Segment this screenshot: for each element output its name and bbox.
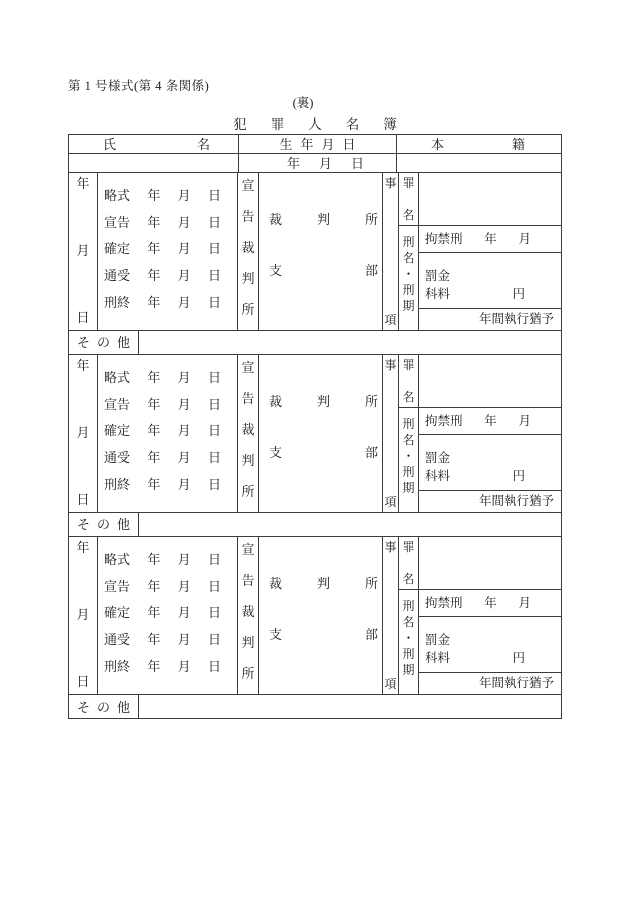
vertical-label-char: 罪	[402, 540, 415, 554]
year-label: 年	[147, 241, 161, 257]
date-row-label: 通受	[104, 632, 131, 648]
crime-name-entry-cell	[419, 173, 561, 225]
vertical-label-char: 事	[384, 176, 397, 190]
branch-line	[259, 264, 382, 277]
crime-name-row	[399, 355, 561, 408]
day-label: 日	[207, 369, 221, 385]
vertical-label-char: ・	[402, 631, 415, 645]
date-row-notice-received	[98, 262, 237, 289]
name-header-char: 氏	[103, 136, 117, 152]
month-label: 月	[177, 605, 191, 621]
imprisonment-label: 拘禁刑	[425, 413, 463, 428]
fine-cell	[419, 253, 561, 309]
branch-line	[259, 628, 382, 641]
day-label: 日	[76, 492, 90, 507]
date-row-label: 宣告	[104, 578, 131, 594]
court-line	[259, 395, 382, 408]
date-row-summary	[98, 182, 237, 209]
vertical-label-char: 名	[402, 251, 415, 265]
judgment-dates-cell	[98, 173, 238, 330]
day-label: 日	[207, 295, 221, 311]
suspension-cell	[419, 673, 561, 694]
vertical-label-char: 告	[241, 209, 255, 224]
month-label: 月	[518, 413, 531, 428]
court-line	[259, 213, 382, 226]
year-label: 年	[147, 632, 161, 648]
vertical-label-char: 名	[402, 208, 415, 222]
register-table	[68, 134, 562, 719]
suspension-label: 年間執行猶予	[478, 312, 554, 327]
petty-fine-label: 科料	[425, 650, 451, 665]
day-label: 日	[76, 674, 90, 689]
crime-name-row	[399, 173, 561, 226]
date-row-pronouncement	[98, 391, 237, 418]
date-ymd-column	[69, 173, 98, 330]
date-row-label: 刑終	[104, 659, 131, 675]
penalty-label-column	[399, 408, 419, 512]
imprisonment-label: 拘禁刑	[425, 595, 463, 610]
branch-line	[259, 446, 382, 459]
domicile-header-cell	[397, 135, 561, 153]
vertical-label-char: 罪	[402, 176, 415, 190]
date-row-finalized	[98, 418, 237, 445]
vertical-label-char: ・	[402, 267, 415, 281]
matters-label-column	[383, 355, 399, 512]
suspension-cell	[419, 491, 561, 512]
vertical-label-char: 所	[241, 484, 255, 499]
other-label: その他	[76, 335, 137, 350]
date-row-label: 確定	[104, 605, 131, 621]
vertical-label-char: 裁	[241, 422, 255, 437]
date-row-label: 略式	[104, 187, 131, 203]
court-char: 裁	[269, 212, 283, 227]
pronouncing-court-label-column	[238, 173, 259, 330]
date-row-label: 通受	[104, 450, 131, 466]
vertical-label-char: 宣	[241, 542, 255, 557]
month-label: 月	[76, 243, 90, 258]
vertical-label-char: ・	[402, 449, 415, 463]
branch-char: 部	[364, 627, 378, 642]
fine-cell	[419, 617, 561, 673]
vertical-label-char: 刑	[402, 235, 415, 249]
vertical-label-char: 名	[402, 572, 415, 586]
date-row-sentence-end	[98, 653, 237, 680]
date-row-label: 宣告	[104, 396, 131, 412]
date-row-label: 刑終	[104, 477, 131, 493]
date-row-label: 刑終	[104, 295, 131, 311]
year-label: 年	[147, 578, 161, 594]
fine-label: 罰金	[425, 269, 451, 283]
year-label: 年	[147, 551, 161, 567]
year-label: 年	[484, 231, 497, 246]
other-label-cell	[69, 695, 139, 719]
suspension-label: 年間執行猶予	[478, 676, 554, 691]
court-char: 裁	[269, 576, 283, 591]
vertical-label-char: 告	[241, 391, 255, 406]
date-ymd-column	[69, 537, 98, 694]
year-label: 年	[147, 187, 161, 203]
vertical-label-char: 罪	[402, 358, 415, 372]
month-label: 月	[177, 295, 191, 311]
month-label: 月	[177, 632, 191, 648]
date-row-finalized	[98, 236, 237, 263]
court-char: 判	[316, 394, 330, 409]
petty-fine-label: 科料	[425, 468, 451, 483]
month-label: 月	[177, 578, 191, 594]
year-label: 年	[287, 155, 301, 171]
date-row-finalized	[98, 600, 237, 627]
court-char: 所	[364, 576, 378, 591]
yen-label: 円	[512, 468, 525, 483]
year-label: 年	[147, 477, 161, 493]
name-entry-cell	[69, 154, 239, 172]
vertical-label-char: 判	[241, 271, 255, 286]
date-row-label: 通受	[104, 268, 131, 284]
date-row-label: 宣告	[104, 214, 131, 230]
record-block-main	[69, 537, 561, 695]
year-label: 年	[147, 214, 161, 230]
year-label: 年	[76, 176, 90, 191]
vertical-label-char: 所	[241, 666, 255, 681]
other-label-cell	[69, 331, 139, 354]
crime-name-label-column	[399, 173, 419, 225]
vertical-label-char: 裁	[241, 240, 255, 255]
branch-char: 支	[269, 263, 283, 278]
fine-label: 罰金	[425, 451, 451, 465]
other-entry-cell	[139, 513, 561, 536]
month-label: 月	[76, 425, 90, 440]
birth-date-entry-cell	[239, 154, 397, 172]
year-label: 年	[147, 450, 161, 466]
other-entry-cell	[139, 331, 561, 354]
record-block-main	[69, 173, 561, 331]
vertical-label-char: 宣	[241, 360, 255, 375]
year-label: 年	[147, 659, 161, 675]
branch-char: 支	[269, 445, 283, 460]
domicile-header-char: 籍	[511, 136, 525, 152]
court-name-cell	[259, 537, 383, 694]
crime-name-entry-cell	[419, 537, 561, 589]
day-label: 日	[207, 659, 221, 675]
vertical-label-char: 期	[402, 663, 415, 677]
day-label: 日	[207, 477, 221, 493]
penalty-label-column	[399, 226, 419, 330]
year-label: 年	[147, 268, 161, 284]
day-label: 日	[207, 187, 221, 203]
domicile-entry-cell	[397, 154, 561, 172]
penalty-cells	[419, 408, 561, 512]
date-row-sentence-end	[98, 471, 237, 498]
vertical-label-char: 刑	[402, 283, 415, 297]
birth-date-header-cell: 生年月日	[239, 135, 397, 153]
other-label: その他	[76, 699, 137, 715]
pronouncing-court-label-column	[238, 537, 259, 694]
other-entry-cell	[139, 695, 561, 719]
crime-penalty-section	[399, 537, 561, 694]
crime-name-row	[399, 537, 561, 590]
month-label: 月	[177, 214, 191, 230]
vertical-label-char: 宣	[241, 178, 255, 193]
matters-label-column	[383, 173, 399, 330]
vertical-label-char: 名	[402, 433, 415, 447]
vertical-label-char: 所	[241, 302, 255, 317]
year-label: 年	[147, 423, 161, 439]
vertical-label-char: 項	[384, 495, 397, 509]
penalty-cells	[419, 590, 561, 694]
month-label: 月	[177, 369, 191, 385]
vertical-label-char: 刑	[402, 465, 415, 479]
month-label: 月	[177, 450, 191, 466]
day-label: 日	[207, 632, 221, 648]
branch-char: 支	[269, 627, 283, 642]
other-label-cell	[69, 513, 139, 536]
court-char: 判	[316, 212, 330, 227]
petty-fine-line	[425, 650, 525, 668]
fine-cell	[419, 435, 561, 491]
judgment-dates-cell	[98, 537, 238, 694]
day-label: 日	[207, 578, 221, 594]
petty-fine-line	[425, 468, 525, 486]
day-label: 日	[207, 268, 221, 284]
petty-fine-label: 科料	[425, 286, 451, 301]
month-label: 月	[76, 607, 90, 622]
court-line	[259, 577, 382, 590]
pronouncing-court-label-column	[238, 355, 259, 512]
vertical-label-char: 期	[402, 299, 415, 313]
vertical-label-char: 刑	[402, 599, 415, 613]
date-row-summary	[98, 364, 237, 391]
day-label: 日	[207, 605, 221, 621]
form-number-label: 第 1 号様式(第 4 条関係)	[68, 79, 210, 93]
date-ymd-column	[69, 355, 98, 512]
other-row	[69, 331, 561, 355]
imprisonment-cell	[419, 590, 561, 617]
court-name-cell	[259, 173, 383, 330]
matters-label-column	[383, 537, 399, 694]
vertical-label-char: 項	[384, 677, 397, 691]
imprisonment-cell	[419, 226, 561, 253]
fine-label: 罰金	[425, 633, 451, 647]
header-row-entry	[69, 154, 561, 173]
vertical-label-char: 刑	[402, 417, 415, 431]
month-label: 月	[518, 595, 531, 610]
date-row-sentence-end	[98, 289, 237, 316]
date-row-label: 略式	[104, 551, 131, 567]
vertical-label-char: 裁	[241, 604, 255, 619]
day-label: 日	[207, 214, 221, 230]
day-label: 日	[207, 423, 221, 439]
penalty-cells	[419, 226, 561, 330]
year-label: 年	[147, 295, 161, 311]
name-header-cell	[69, 135, 239, 153]
month-label: 月	[177, 423, 191, 439]
date-row-pronouncement	[98, 209, 237, 236]
vertical-label-char: 名	[402, 390, 415, 404]
crime-penalty-section	[399, 173, 561, 330]
vertical-label-char: 告	[241, 573, 255, 588]
vertical-label-char: 判	[241, 635, 255, 650]
day-label: 日	[207, 396, 221, 412]
judgment-dates-cell	[98, 355, 238, 512]
branch-char: 部	[364, 263, 378, 278]
yen-label: 円	[512, 650, 525, 665]
year-label: 年	[147, 396, 161, 412]
date-row-label: 略式	[104, 369, 131, 385]
year-label: 年	[147, 369, 161, 385]
month-label: 月	[177, 241, 191, 257]
vertical-label-char: 判	[241, 453, 255, 468]
court-name-cell	[259, 355, 383, 512]
branch-char: 部	[364, 445, 378, 460]
domicile-header-char: 本	[431, 136, 445, 152]
date-row-label: 確定	[104, 241, 131, 257]
penalty-row	[399, 226, 561, 330]
penalty-row	[399, 408, 561, 512]
month-label: 月	[177, 659, 191, 675]
date-row-notice-received	[98, 444, 237, 471]
suspension-cell	[419, 309, 561, 330]
month-label: 月	[177, 396, 191, 412]
court-char: 判	[316, 576, 330, 591]
record-block-main	[69, 355, 561, 513]
crime-name-label-column	[399, 537, 419, 589]
year-label: 年	[484, 413, 497, 428]
date-row-pronouncement	[98, 573, 237, 600]
month-label: 月	[318, 155, 332, 171]
crime-name-label-column	[399, 355, 419, 407]
other-row	[69, 695, 561, 719]
vertical-label-char: 項	[384, 313, 397, 327]
day-label: 日	[76, 310, 90, 325]
year-label: 年	[147, 605, 161, 621]
year-label: 年	[76, 358, 90, 373]
name-header-char: 名	[196, 136, 210, 152]
date-row-notice-received	[98, 626, 237, 653]
suspension-label: 年間執行猶予	[478, 494, 554, 509]
day-label: 日	[207, 551, 221, 567]
month-label: 月	[177, 477, 191, 493]
court-char: 裁	[269, 394, 283, 409]
penalty-label-column	[399, 590, 419, 694]
crime-name-entry-cell	[419, 355, 561, 407]
date-row-label: 確定	[104, 423, 131, 439]
date-row-summary	[98, 546, 237, 573]
month-label: 月	[177, 187, 191, 203]
year-label: 年	[484, 595, 497, 610]
imprisonment-cell	[419, 408, 561, 435]
court-char: 所	[364, 212, 378, 227]
month-label: 月	[518, 231, 531, 246]
other-label: その他	[76, 517, 137, 532]
day-label: 日	[207, 450, 221, 466]
month-label: 月	[177, 551, 191, 567]
vertical-label-char: 期	[402, 481, 415, 495]
vertical-label-char: 事	[384, 540, 397, 554]
document-title: 犯罪人名簿	[233, 117, 421, 132]
vertical-label-char: 刑	[402, 647, 415, 661]
crime-penalty-section	[399, 355, 561, 512]
imprisonment-label: 拘禁刑	[425, 231, 463, 246]
vertical-label-char: 事	[384, 358, 397, 372]
back-side-label: (裏)	[292, 96, 314, 110]
header-row-labels	[69, 135, 561, 154]
month-label: 月	[177, 268, 191, 284]
other-row	[69, 513, 561, 537]
vertical-label-char: 名	[402, 615, 415, 629]
petty-fine-line	[425, 286, 525, 304]
yen-label: 円	[512, 286, 525, 301]
day-label: 日	[207, 241, 221, 257]
day-label: 日	[350, 155, 364, 171]
court-char: 所	[364, 394, 378, 409]
penalty-row	[399, 590, 561, 694]
year-label: 年	[76, 540, 90, 555]
